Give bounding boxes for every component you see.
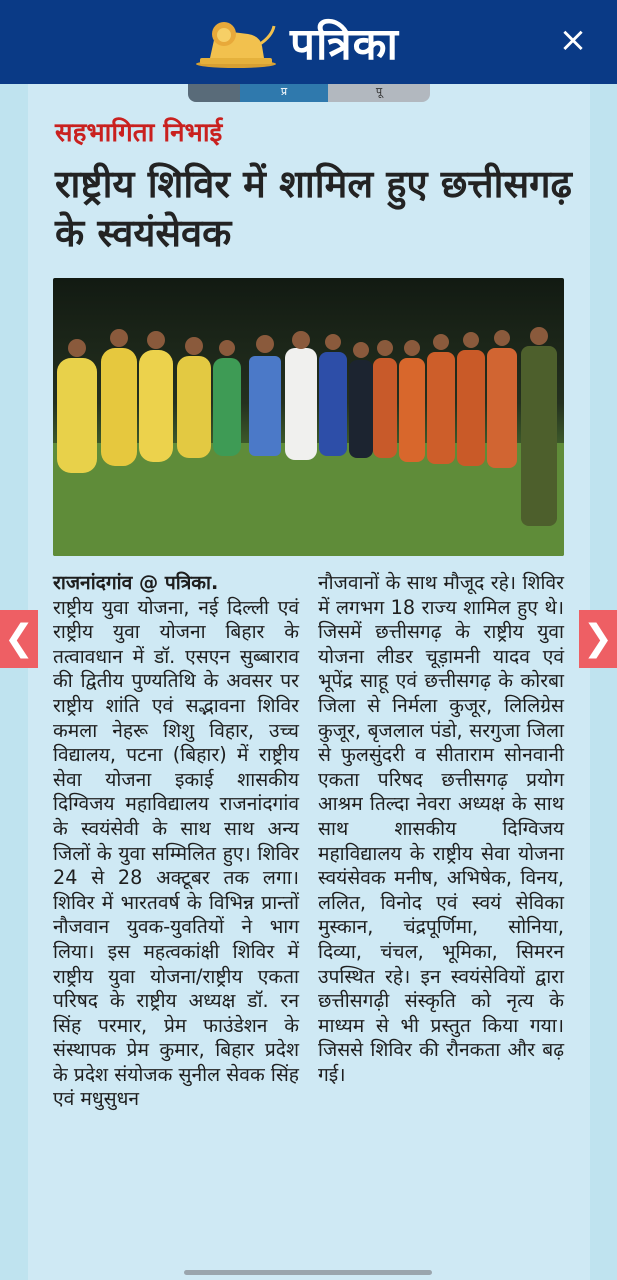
- article-column-1: [53, 571, 299, 1112]
- lion-emblem-icon: [190, 14, 282, 70]
- article-column-2: [318, 571, 564, 1112]
- close-button[interactable]: [553, 20, 593, 60]
- chevron-right-icon: ❯: [582, 618, 614, 659]
- article-text-2: नौजवानों के साथ मौजूद रहे। शिविर में लगभग 18 राज्य शामिल हुए थे। जिसमें छत्तीसगढ़ के राष्ट्रीय युवा योजना लीडर चूड़ामनी यादव एवं भूपेंद्र साहू एवं छत्तीसगढ़ के कोरबा जिला से निर्मला कुजूर, लिलिग्रेस कुजूर, बृजलाल पंडो, सरगुजा जिला से फुलसुंदरी व सीताराम सोनवानी एकता परिषद छत्तीसगढ़ प्रयोग आश्रम तिल्दा नेवरा अध्यक्ष के साथ साथ शासकीय दिग्विजय महाविद्यालय के राष्ट्रीय सेवा योजना स्वयंसेवक मनीष, अभिषेक, विनय, ललित, विनोद एवं स्वयं सेविका मुस्कान, चंद्रपूर्णिमा, सोनिया, दिव्या, चंचल, भूमिका, सिमरन उपस्थित रहे। इन स्वयंसेवियों द्वारा छत्तीसगढ़ी संस्कृति को नृत्य के माध्यम से भी प्रस्तुत किया गया। जिससे शिविर की रौनकता और बढ़ गई।: [318, 571, 564, 1086]
- clipping-icon: [188, 84, 240, 102]
- home-indicator: [184, 1270, 432, 1275]
- group-photo-image: [53, 278, 564, 556]
- clipping-tab-2: पू: [328, 84, 430, 102]
- article-body: [53, 571, 564, 1112]
- dateline: राजनांदगांव @ पत्रिका.: [53, 571, 219, 594]
- group-photo: [53, 278, 564, 556]
- chevron-left-icon: ❮: [3, 618, 35, 659]
- next-button[interactable]: [579, 610, 617, 668]
- brand-logo[interactable]: [190, 12, 440, 72]
- previous-button[interactable]: [0, 610, 38, 668]
- article-headline: राष्ट्रीय शिविर में शामिल हुए छत्तीसगढ़ के स्वयंसेवक: [55, 162, 572, 255]
- brand-name: पत्रिका: [290, 19, 399, 70]
- article-kicker: सहभागिता निभाई: [55, 118, 223, 148]
- close-icon: ×: [558, 20, 588, 60]
- clipping-tab-1: प्र: [240, 84, 328, 102]
- clipping-tab-strip: [188, 84, 430, 102]
- app-header: [0, 0, 617, 84]
- article-text-1: राष्ट्रीय युवा योजना, नई दिल्ली एवं राष्ट्रीय युवा योजना बिहार के तत्वावधान में डॉ. एसएन सुब्बाराव की द्वितीय पुण्यतिथि के अवसर पर राष्ट्रीय शांति एवं सद्भावना शिविर कमला नेहरू शिशु विहार, उच्च विद्यालय, पटना (बिहार) में राष्ट्रीय सेवा योजना इकाई शासकीय दिग्विजय महाविद्यालय राजनांदगांव के स्वयंसेवी के साथ साथ अन्य जिलों के युवा सम्मिलित हुए। शिविर 24 से 28 अक्टूबर तक लगा। शिविर में भारतवर्ष के विभिन्न प्रान्तों नौजवान युवक-युवतियों ने भाग लिया। इस महत्वकांक्षी शिविर में राष्ट्रीय युवा योजना/राष्ट्रीय एकता परिषद के राष्ट्रीय अध्यक्ष डॉ. रन सिंह परमार, प्रेम फाउंडेशन के संस्थापक प्रेम कुमार, बिहार प्रदेश के प्रदेश संयोजक सुनील सेवक सिंह एवं मधुसुधन: [53, 595, 299, 1111]
